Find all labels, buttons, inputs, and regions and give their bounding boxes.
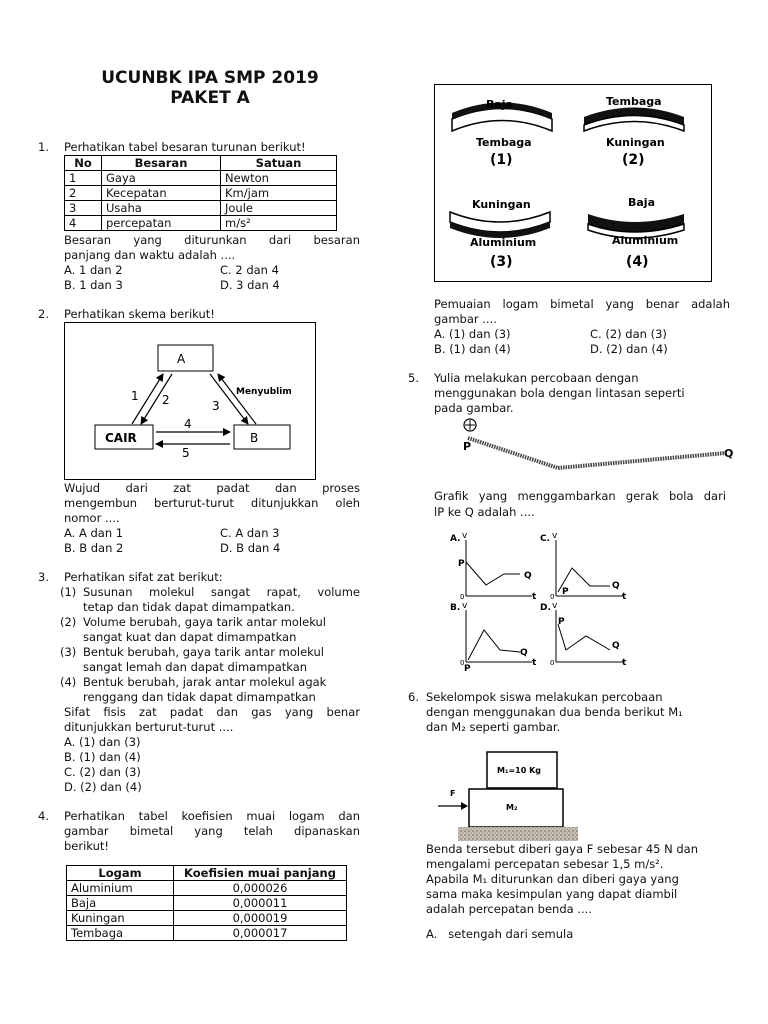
question-number: 6.	[408, 690, 419, 704]
option-a[interactable]: A. setengah dari semula	[426, 927, 574, 941]
strip-1-bottom-label: Tembaga	[476, 136, 532, 149]
strip-4-bottom-label: Aluminium	[612, 234, 679, 247]
list-item-number: (4)	[60, 675, 77, 689]
graph-b-p: P	[464, 664, 471, 672]
question-text: Besaran yang diturunkan dari besaran	[64, 233, 360, 247]
option-d[interactable]: D. B dan 4	[220, 541, 281, 555]
table-row	[65, 216, 337, 231]
table-cell: 0,000026	[174, 881, 347, 896]
table-cell: Joule	[221, 201, 337, 216]
table-cell: Newton	[221, 171, 337, 186]
graph-c-q: Q	[612, 581, 620, 591]
graph-b-label: B.	[450, 603, 461, 613]
question-text: mengembun berturut-turut ditunjukkan oleh	[64, 496, 360, 510]
list-item-text: sangat kuat dan dapat dimampatkan	[83, 630, 297, 644]
table-row	[65, 186, 337, 201]
table-cell: Kecepatan	[102, 186, 221, 201]
graph-a-t: t	[532, 592, 537, 602]
table-cell: Kuningan	[67, 911, 174, 926]
question-text: nomor ....	[64, 511, 120, 525]
bimetal-figure	[434, 84, 712, 282]
question-number: 3.	[38, 570, 49, 584]
force-arrow-head	[461, 802, 468, 810]
table-cell: Km/jam	[221, 186, 337, 201]
table-row	[67, 911, 347, 926]
strip-3-bottom-label: Aluminium	[470, 236, 537, 249]
table-row	[67, 926, 347, 941]
table-row	[65, 201, 337, 216]
graph-a-line	[466, 562, 520, 585]
option-a[interactable]: A. (1) dan (3)	[64, 735, 141, 749]
graph-a-q: Q	[524, 571, 532, 581]
graph-b-zero: 0	[460, 659, 465, 667]
label-menyublim: Menyublim	[236, 387, 292, 397]
question-text: adalah percepatan benda ....	[426, 902, 592, 916]
question-prompt: menggunakan bola dengan lintasan seperti	[434, 386, 685, 400]
derived-quantities-table	[64, 155, 337, 231]
option-c[interactable]: C. 2 dan 4	[220, 263, 279, 277]
list-item-text: Susunan molekul sangat rapat, volume	[83, 585, 360, 599]
strip-3-number: (3)	[490, 254, 513, 270]
list-item-number: (2)	[60, 615, 77, 629]
option-b[interactable]: B. 1 dan 3	[64, 278, 123, 292]
strip-3-top-label: Kuningan	[472, 198, 531, 211]
block-m2-label: M₂	[506, 803, 518, 812]
table-cell: m/s²	[221, 216, 337, 231]
graph-a-p: P	[458, 559, 465, 569]
table-cell: 4	[65, 216, 102, 231]
graph-d-v: v	[552, 601, 558, 611]
option-a[interactable]: A. 1 dan 2	[64, 263, 123, 277]
table-header-row	[67, 866, 347, 881]
strip-1-number: (1)	[490, 152, 513, 168]
table-cell: 3	[65, 201, 102, 216]
option-a[interactable]: A. A dan 1	[64, 526, 124, 540]
question-prompt: Perhatikan sifat zat berikut:	[64, 570, 223, 584]
label-1: 1	[131, 389, 139, 403]
page-title	[60, 68, 360, 108]
question-text: Grafik yang menggambarkan gerak bola dari	[434, 489, 726, 503]
table-header: Satuan	[221, 156, 337, 171]
strip-1-top-label: Baja	[486, 98, 514, 111]
question-prompt: dengan menggunakan dua benda berikut M₁	[426, 705, 683, 719]
table-row	[67, 881, 347, 896]
label-3: 3	[212, 399, 220, 413]
graph-a-label: A.	[450, 534, 461, 544]
label-cair: CAIR	[105, 431, 137, 445]
graph-d-p: P	[558, 617, 565, 627]
question-prompt: Yulia melakukan percobaan dengan	[434, 371, 639, 385]
question-text: mengalami percepatan sebesar 1,5 m/s².	[426, 857, 664, 871]
title-line2: PAKET A	[170, 88, 250, 108]
block-m1-label: M₁=10 Kg	[497, 766, 542, 775]
point-q-label: Q	[724, 447, 734, 460]
force-label: F	[450, 789, 456, 798]
table-header: Koefisien muai panjang	[174, 866, 347, 881]
list-item-text: Volume berubah, gaya tarik antar molekul	[83, 615, 326, 629]
question-prompt: gambar bimetal yang telah dipanaskan	[64, 824, 360, 838]
question-text: panjang dan waktu adalah ....	[64, 248, 236, 262]
table-header-row	[65, 156, 337, 171]
table-cell: 0,000019	[174, 911, 347, 926]
question-number: 2.	[38, 307, 49, 321]
graph-a-v: v	[462, 532, 468, 541]
list-item-text: Bentuk berubah, gaya tarik antar molekul	[83, 645, 324, 659]
strip-2-bottom-label: Kuningan	[606, 136, 665, 149]
graph-d-line	[558, 624, 610, 650]
graph-c-p: P	[562, 587, 569, 597]
question-text: Benda tersebut diberi gaya F sebesar 45 N dan	[426, 842, 699, 856]
option-b[interactable]: B. (1) dan (4)	[64, 750, 141, 764]
blocks-figure	[436, 750, 582, 846]
question-number: 5.	[408, 371, 419, 385]
option-a[interactable]: A. (1) dan (3)	[434, 327, 511, 341]
velocity-graphs	[448, 532, 634, 672]
option-d[interactable]: D. 3 dan 4	[220, 278, 280, 292]
floor-surface	[458, 827, 578, 841]
expansion-coefficient-table	[66, 865, 347, 941]
question-prompt: berikut!	[64, 839, 110, 853]
graph-c-v: v	[552, 532, 558, 541]
table-cell: Gaya	[102, 171, 221, 186]
question-text: Sifat fisis zat padat dan gas yang benar	[64, 705, 360, 719]
option-c[interactable]: C. (2) dan (3)	[590, 327, 667, 341]
graph-b-v: v	[462, 601, 468, 611]
graph-c-zero: 0	[550, 593, 555, 601]
label-5: 5	[182, 446, 190, 460]
question-text: gambar ....	[434, 312, 497, 326]
graph-d-t: t	[622, 658, 627, 668]
table-header: Besaran	[102, 156, 221, 171]
table-cell: 0,000017	[174, 926, 347, 941]
graph-b-line	[468, 630, 520, 660]
question-text: sama maka kesimpulan yang dapat diambil	[426, 887, 678, 901]
question-number: 1.	[38, 140, 49, 154]
list-item-number: (1)	[60, 585, 77, 599]
graph-b-t: t	[532, 658, 537, 668]
box-b	[234, 425, 290, 449]
question-prompt: pada gambar.	[434, 401, 514, 415]
strip-2-top-label: Tembaga	[606, 95, 662, 108]
list-item-number: (3)	[60, 645, 77, 659]
question-prompt: Perhatikan tabel besaran turunan berikut!	[64, 140, 306, 154]
option-d[interactable]: D. (2) dan (4)	[64, 780, 142, 794]
strip-2-number: (2)	[622, 152, 645, 168]
table-cell: Usaha	[102, 201, 221, 216]
strip-4-top-label: Baja	[628, 196, 656, 209]
option-b[interactable]: B. (1) dan (4)	[434, 342, 511, 356]
list-item-text: tetap dan tidak dapat dimampatkan.	[83, 600, 295, 614]
graph-b-q: Q	[520, 648, 528, 658]
graph-d-zero: 0	[550, 659, 555, 667]
box-a	[158, 345, 213, 371]
question-text: Pemuaian logam bimetal yang benar adalah	[434, 297, 730, 311]
question-prompt: Sekelompok siswa melakukan percobaan	[426, 690, 663, 704]
track-line	[468, 438, 726, 468]
question-prompt: Perhatikan skema berikut!	[64, 307, 215, 321]
list-item-text: renggang dan tidak dapat dimampatkan	[83, 690, 316, 704]
strip-4-number: (4)	[626, 254, 649, 270]
graph-d-q: Q	[612, 641, 620, 651]
option-b[interactable]: B. B dan 2	[64, 541, 124, 555]
question-prompt: dan M₂ seperti gambar.	[426, 720, 561, 734]
point-p-label: P	[463, 440, 472, 453]
graph-c-t: t	[622, 592, 627, 602]
question-number: 4.	[38, 809, 49, 823]
table-cell: Baja	[67, 896, 174, 911]
question-text: Apabila M₁ diturunkan dan diberi gaya yang	[426, 872, 679, 886]
table-row	[67, 896, 347, 911]
option-d[interactable]: D. (2) dan (4)	[590, 342, 668, 356]
table-header: No	[65, 156, 102, 171]
list-item-text: Bentuk berubah, jarak antar molekul agak	[83, 675, 327, 689]
label-a: A	[177, 352, 186, 366]
question-text: lP ke Q adalah ....	[434, 505, 535, 519]
graph-c-label: C.	[540, 534, 551, 544]
table-header: Logam	[67, 866, 174, 881]
ball-track-figure	[458, 416, 748, 478]
option-c[interactable]: C. (2) dan (3)	[64, 765, 141, 779]
question-text: Wujud dari zat padat dan proses	[64, 481, 360, 495]
label-2: 2	[162, 393, 170, 407]
table-cell: 2	[65, 186, 102, 201]
label-b: B	[250, 431, 259, 445]
graph-d-label: D.	[540, 603, 551, 613]
question-text: ditunjukkan berturut-turut ....	[64, 720, 234, 734]
table-row	[65, 171, 337, 186]
list-item-text: sangat lemah dan dapat dimampatkan	[83, 660, 308, 674]
graph-a-zero: 0	[460, 593, 465, 601]
phase-change-diagram	[64, 322, 316, 480]
table-cell: Tembaga	[67, 926, 174, 941]
option-c[interactable]: C. A dan 3	[220, 526, 280, 540]
table-cell: 0,000011	[174, 896, 347, 911]
title-line1: UCUNBK IPA SMP 2019	[101, 68, 319, 88]
question-prompt: Perhatikan tabel koefisien muai logam dan	[64, 809, 360, 823]
table-cell: 1	[65, 171, 102, 186]
table-cell: percepatan	[102, 216, 221, 231]
label-4: 4	[184, 417, 192, 431]
table-cell: Aluminium	[67, 881, 174, 896]
